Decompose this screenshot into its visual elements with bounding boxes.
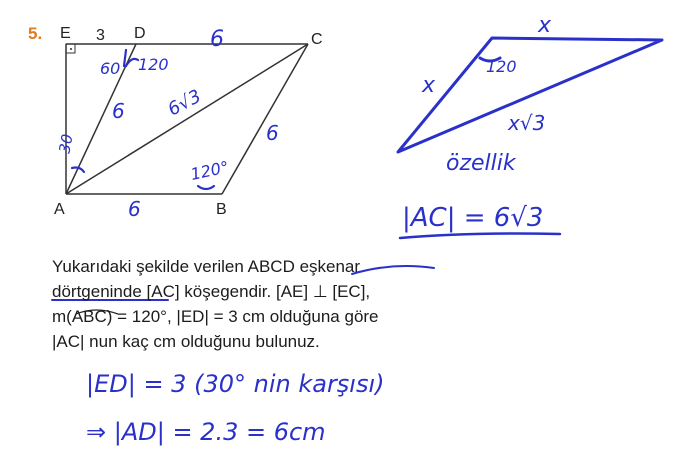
hw-triangle-left-x: x [422, 73, 436, 98]
point-label-B: B [216, 201, 227, 218]
hw-side-DC: 6 [210, 27, 224, 52]
point-label-D: D [134, 25, 146, 42]
hw-triangle-angle: 120 [486, 57, 517, 76]
hw-triangle-base: x√3 [508, 111, 546, 135]
hw-work-line-1: |ED| = 3 (30° nin karşısı) [86, 370, 385, 398]
angle-arc-B [198, 186, 214, 189]
hw-result: |AC| = 6√3 [402, 203, 544, 233]
hw-angle-30: 30 [55, 132, 77, 155]
hw-result-underline [400, 234, 560, 239]
hw-work-line-2: ⇒ |AD| = 2.3 = 6cm [86, 418, 326, 446]
point-label-A: A [54, 201, 65, 218]
angle-tick-D [124, 50, 126, 66]
point-label-C: C [311, 31, 323, 48]
problem-line-4: |AC| nun kaç cm olduğunu bulunuz. [52, 332, 320, 351]
segment-label-ED: 3 [96, 27, 105, 44]
point-label-E: E [60, 25, 71, 42]
hw-property-word: özellik [446, 151, 516, 176]
problem-line-3: m(ABC) = 120°, |ED| = 3 cm olduğuna göre [52, 307, 379, 326]
hw-angle-60: 60 [100, 59, 121, 78]
problem-statement [52, 254, 492, 354]
hw-triangle-top-x: x [538, 13, 552, 38]
hw-angle-120-top: 120 [138, 55, 169, 74]
problem-line-2: dörtgeninde [AC] köşegendir. [AE] ⊥ [EC], [52, 282, 371, 301]
hw-angle-120-bottom: 120° [188, 157, 231, 184]
problem-number: 5. [28, 24, 43, 43]
edge-CB [222, 44, 308, 194]
hw-side-BC: 6 [266, 121, 279, 145]
problem-line-1: Yukarıdaki şekilde verilen ABCD eşkenar [52, 257, 361, 276]
right-angle-dot [70, 48, 72, 50]
hw-side-AD: 6 [112, 99, 125, 123]
hw-side-AB: 6 [128, 197, 141, 221]
hw-diagonal-AC: 6√3 [164, 85, 205, 121]
